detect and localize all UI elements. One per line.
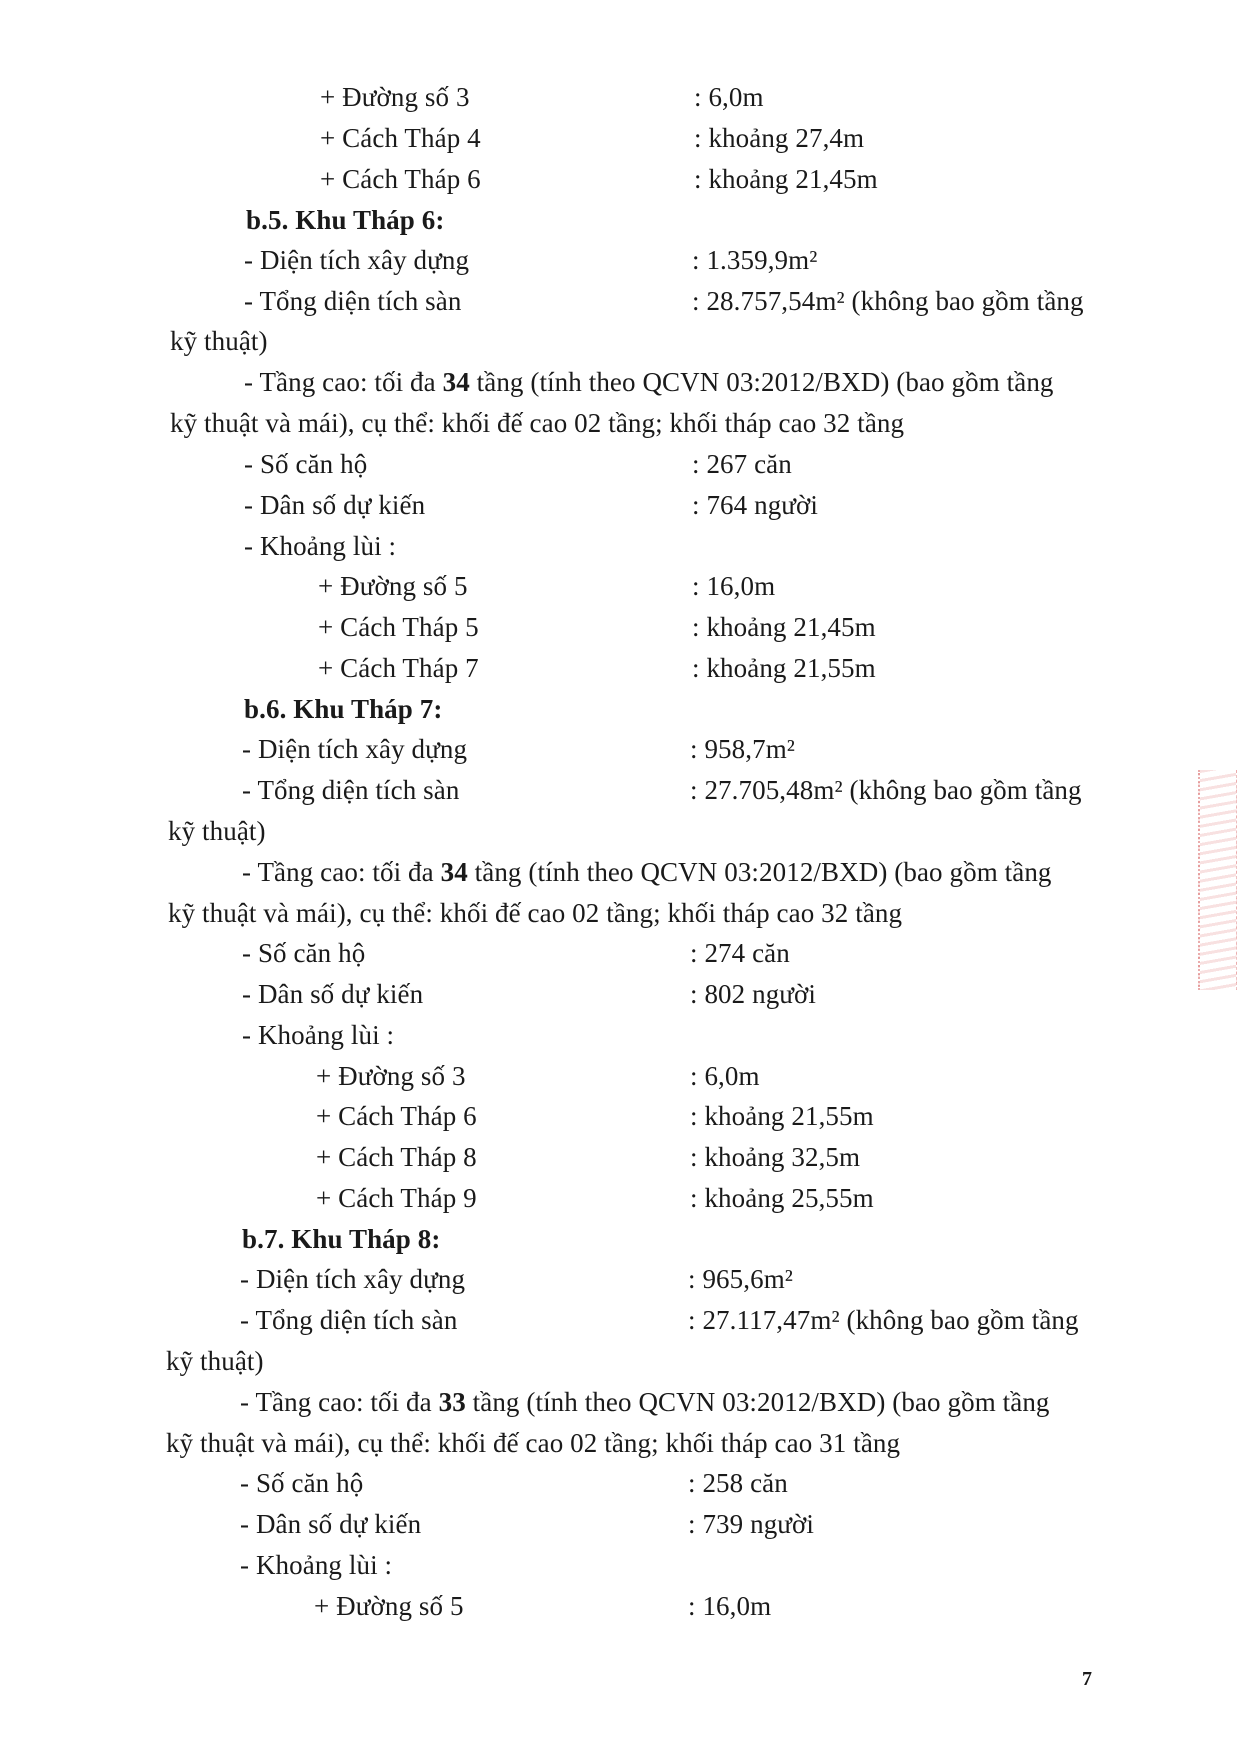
label-cach-thap-4: + Cách Tháp 4 bbox=[320, 123, 481, 153]
value-cach-thap-7: : khoảng 21,55m bbox=[692, 653, 876, 683]
value-so-can-ho: : 274 căn bbox=[690, 938, 790, 968]
heading-b5-khu-thap-6: b.5. Khu Tháp 6: bbox=[246, 205, 445, 235]
label-duong-so-3: + Đường số 3 bbox=[316, 1061, 466, 1091]
tang-cao-line: - Tầng cao: tối đa 34 tầng (tính theo QCVN 03:2012/BXD) (bao gồm tầng bbox=[242, 857, 1052, 887]
tang-cao-detail: kỹ thuật và mái), cụ thể: khối đế cao 02 tầng; khối tháp cao 32 tầng bbox=[168, 898, 903, 928]
label-cach-thap-5: + Cách Tháp 5 bbox=[318, 612, 479, 642]
label-tong-dien-tich-san: - Tổng diện tích sàn bbox=[240, 1305, 458, 1335]
tang-cao-detail: kỹ thuật và mái), cụ thể: khối đế cao 02 tầng; khối tháp cao 32 tầng bbox=[170, 408, 905, 438]
label-dien-tich-xay-dung: - Diện tích xây dựng bbox=[242, 734, 468, 764]
label-cach-thap-7: + Cách Tháp 7 bbox=[318, 653, 479, 683]
label-dan-so-du-kien: - Dân số dự kiến bbox=[244, 490, 426, 520]
value-duong-so-3: : 6,0m bbox=[690, 1061, 760, 1091]
tang-cao-max-floors: 34 bbox=[440, 857, 468, 887]
label-khoang-lui: - Khoảng lùi : bbox=[240, 1550, 393, 1580]
value-duong-so-3: : 6,0m bbox=[694, 82, 764, 112]
label-cach-thap-6: + Cách Tháp 6 bbox=[320, 164, 481, 194]
value-dan-so-du-kien: : 802 người bbox=[690, 979, 817, 1009]
value-cach-thap-4: : khoảng 27,4m bbox=[694, 123, 865, 153]
value-cach-thap-5: : khoảng 21,45m bbox=[692, 612, 876, 642]
paragraph-continuation: kỹ thuật) bbox=[170, 326, 268, 356]
value-tong-dien-tich-san: : 28.757,54m² (không bao gồm tầng bbox=[692, 286, 1084, 316]
value-so-can-ho: : 267 căn bbox=[692, 449, 792, 479]
tang-cao-max-floors: 33 bbox=[438, 1387, 466, 1417]
label-duong-so-3: + Đường số 3 bbox=[320, 82, 470, 112]
value-so-can-ho: : 258 căn bbox=[688, 1468, 788, 1498]
tang-cao-detail: kỹ thuật và mái), cụ thể: khối đế cao 02 tầng; khối tháp cao 31 tầng bbox=[166, 1428, 901, 1458]
label-duong-so-5: + Đường số 5 bbox=[314, 1591, 464, 1621]
label-so-can-ho: - Số căn hộ bbox=[240, 1468, 364, 1498]
label-khoang-lui: - Khoảng lùi : bbox=[244, 531, 397, 561]
value-tong-dien-tich-san: : 27.117,47m² (không bao gồm tầng bbox=[688, 1305, 1079, 1335]
label-dan-so-du-kien: - Dân số dự kiến bbox=[242, 979, 424, 1009]
paragraph-continuation: kỹ thuật) bbox=[166, 1346, 264, 1376]
tang-cao-line: - Tầng cao: tối đa 34 tầng (tính theo QCVN 03:2012/BXD) (bao gồm tầng bbox=[244, 367, 1054, 397]
label-tong-dien-tich-san: - Tổng diện tích sàn bbox=[242, 775, 460, 805]
seal-stamp bbox=[1198, 770, 1237, 990]
label-duong-so-5: + Đường số 5 bbox=[318, 571, 468, 601]
value-tong-dien-tich-san: : 27.705,48m² (không bao gồm tầng bbox=[690, 775, 1082, 805]
value-dien-tich-xay-dung: : 965,6m² bbox=[688, 1264, 793, 1294]
value-cach-thap-8: : khoảng 32,5m bbox=[690, 1142, 861, 1172]
label-cach-thap-9: + Cách Tháp 9 bbox=[316, 1183, 477, 1213]
value-dien-tich-xay-dung: : 958,7m² bbox=[690, 734, 795, 764]
value-dien-tich-xay-dung: : 1.359,9m² bbox=[692, 245, 818, 275]
paragraph-continuation: kỹ thuật) bbox=[168, 816, 266, 846]
value-cach-thap-6: : khoảng 21,45m bbox=[694, 164, 878, 194]
page-number: 7 bbox=[1082, 1668, 1092, 1690]
value-cach-thap-6: : khoảng 21,55m bbox=[690, 1101, 874, 1131]
label-so-can-ho: - Số căn hộ bbox=[244, 449, 368, 479]
tang-cao-max-floors: 34 bbox=[442, 367, 470, 397]
label-cach-thap-8: + Cách Tháp 8 bbox=[316, 1142, 477, 1172]
label-dan-so-du-kien: - Dân số dự kiến bbox=[240, 1509, 422, 1539]
label-dien-tich-xay-dung: - Diện tích xây dựng bbox=[240, 1264, 466, 1294]
heading-b7-khu-thap-8: b.7. Khu Tháp 8: bbox=[242, 1224, 441, 1254]
heading-b6-khu-thap-7: b.6. Khu Tháp 7: bbox=[244, 694, 443, 724]
label-so-can-ho: - Số căn hộ bbox=[242, 938, 366, 968]
value-dan-so-du-kien: : 764 người bbox=[692, 490, 819, 520]
value-duong-so-5: : 16,0m bbox=[692, 571, 776, 601]
value-duong-so-5: : 16,0m bbox=[688, 1591, 772, 1621]
label-dien-tich-xay-dung: - Diện tích xây dựng bbox=[244, 245, 470, 275]
label-tong-dien-tich-san: - Tổng diện tích sàn bbox=[244, 286, 462, 316]
value-cach-thap-9: : khoảng 25,55m bbox=[690, 1183, 874, 1213]
label-cach-thap-6: + Cách Tháp 6 bbox=[316, 1101, 477, 1131]
label-khoang-lui: - Khoảng lùi : bbox=[242, 1020, 395, 1050]
tang-cao-line: - Tầng cao: tối đa 33 tầng (tính theo QCVN 03:2012/BXD) (bao gồm tầng bbox=[240, 1387, 1050, 1417]
value-dan-so-du-kien: : 739 người bbox=[688, 1509, 815, 1539]
